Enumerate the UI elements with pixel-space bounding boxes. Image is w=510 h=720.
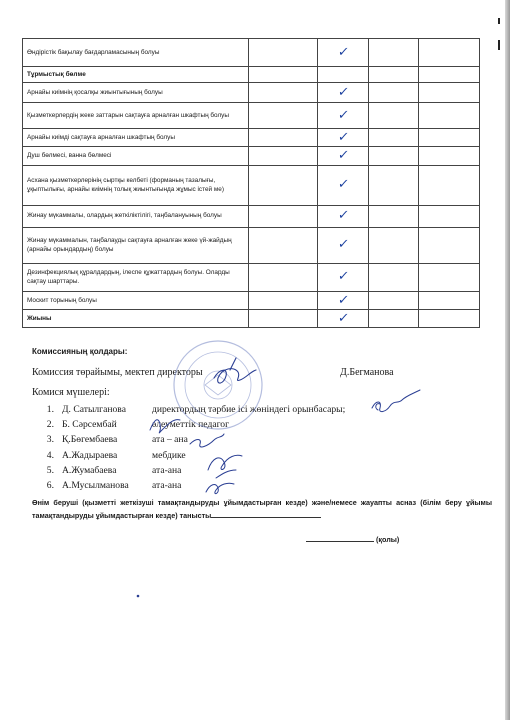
empty-cell: [418, 129, 479, 147]
member-name: А.Жумабаева: [62, 464, 117, 476]
checkmark-icon: ✓: [336, 107, 350, 123]
empty-cell: [249, 67, 318, 83]
check-cell: [318, 263, 369, 291]
row-label: Жинау мүкаммалын, таңбалауды сақтауға арналған жеке үй-жайдың (арнайы орындардың) болуы: [23, 227, 249, 263]
empty-cell: [418, 291, 479, 309]
empty-cell: [369, 309, 419, 327]
empty-cell: [418, 205, 479, 227]
empty-cell: [249, 205, 318, 227]
member-number: 6.: [46, 480, 54, 492]
checklist-row: [23, 263, 480, 291]
checklist-row: [23, 291, 480, 309]
member-role: әлеуметтік педагог: [152, 419, 230, 431]
members-title: Комися мүшелері:: [32, 387, 110, 398]
member-name: А.Мусылманова: [62, 480, 129, 492]
checklist-row: [23, 227, 480, 263]
member-item: [32, 463, 345, 478]
members-list: [32, 402, 345, 493]
checkmark-icon: ✓: [336, 237, 350, 253]
empty-cell: [249, 227, 318, 263]
ink-speck: [137, 595, 140, 598]
member-item: [32, 478, 345, 493]
checklist-row: [23, 147, 480, 165]
row-label: Жинау мүкаммалы, олардың жеткіліктілігі, таңбалануының болуы: [23, 205, 249, 227]
checkmark-icon: ✓: [336, 208, 350, 224]
check-cell: [318, 39, 369, 67]
member-item: [32, 402, 345, 417]
page-edge-shadow: [505, 0, 510, 720]
edge-mark: [498, 18, 500, 24]
member-name: Қ.Бөгембаева: [62, 434, 118, 446]
empty-cell: [249, 165, 318, 205]
checkmark-icon: ✓: [336, 84, 350, 100]
member-role: директордың тәрбие ісі жөніндегі орынбасары;: [152, 404, 346, 416]
check-cell: [318, 291, 369, 309]
handwritten-signature-member-1: [372, 390, 420, 412]
empty-cell: [249, 83, 318, 103]
note-text: Өнім беруші (қызметті жеткізуші тамақтандыруды ұйымдастырған кезде) және/немесе жауапты асназ (білім беру ұйымы тамақтандыруды ұйымдастырған кезде) танысты: [32, 498, 492, 520]
checklist-body: [23, 39, 480, 328]
checklist-row: [23, 205, 480, 227]
empty-cell: [369, 147, 419, 165]
checklist-row: [23, 129, 480, 147]
empty-cell: [369, 83, 419, 103]
edge-mark: [498, 40, 500, 50]
chair-name: Д.Бегманова: [340, 367, 394, 378]
check-cell: [318, 205, 369, 227]
empty-cell: [418, 165, 479, 205]
handwritten-signature-chair: [214, 358, 256, 383]
member-item: [32, 432, 345, 447]
checklist-row: [23, 39, 480, 67]
empty-cell: [369, 129, 419, 147]
empty-cell: [418, 309, 479, 327]
empty-cell: [418, 83, 479, 103]
member-number: 5.: [46, 464, 54, 476]
member-item: [32, 448, 345, 463]
check-cell: [318, 165, 369, 205]
empty-cell: [418, 67, 479, 83]
empty-cell: [249, 103, 318, 129]
member-number: 2.: [46, 419, 54, 431]
member-role: ата – ана: [152, 434, 188, 446]
empty-cell: [249, 309, 318, 327]
member-role: мебдике: [152, 449, 186, 461]
section-row: [23, 67, 480, 83]
empty-cell: [249, 263, 318, 291]
check-cell: [318, 67, 369, 83]
empty-cell: [249, 147, 318, 165]
row-label: Қызметкерлердің жеке заттарын сақтауға арналған шкафтың болуы: [23, 103, 249, 129]
checklist-row: [23, 165, 480, 205]
empty-cell: [249, 129, 318, 147]
empty-cell: [369, 227, 419, 263]
empty-cell: [249, 291, 318, 309]
commission-title: Комиссияның қолдары:: [32, 347, 128, 356]
empty-cell: [418, 263, 479, 291]
row-label: Москит торының болуы: [23, 291, 249, 309]
empty-cell: [369, 205, 419, 227]
row-label: Жиыны: [23, 309, 249, 327]
total-row: [23, 309, 480, 327]
empty-cell: [418, 103, 479, 129]
member-name: Д. Сатылганова: [62, 404, 126, 416]
checkmark-icon: ✓: [336, 292, 350, 308]
checkmark-icon: ✓: [336, 44, 350, 60]
check-cell: [318, 309, 369, 327]
member-item: [32, 417, 345, 432]
checkmark-icon: ✓: [336, 310, 350, 326]
empty-cell: [249, 39, 318, 67]
row-label: Арнайы киімнің қосалқы жиынтығының болуы: [23, 83, 249, 103]
signature-line: [306, 533, 399, 544]
checklist-row: [23, 83, 480, 103]
empty-cell: [369, 39, 419, 67]
empty-cell: [369, 67, 419, 83]
row-label: Тұрмыстық бөлме: [23, 67, 249, 83]
acknowledgement-note: [32, 497, 492, 521]
check-cell: [318, 227, 369, 263]
note-blank-line: [211, 509, 321, 518]
member-name: Б. Сәрсембай: [62, 419, 117, 431]
checkmark-icon: ✓: [336, 130, 350, 145]
check-cell: [318, 129, 369, 147]
empty-cell: [369, 263, 419, 291]
signature-label: (қолы): [376, 535, 400, 544]
checkmark-icon: ✓: [336, 269, 350, 285]
row-label: Арнайы киімді сақтауға арналған шкафтың болуы: [23, 129, 249, 147]
member-number: 3.: [46, 434, 54, 446]
checkmark-icon: ✓: [336, 148, 350, 164]
member-role: ата-ана: [152, 480, 182, 492]
chair-label: Комиссия төрайымы, мектеп директоры: [32, 367, 203, 378]
member-number: 1.: [46, 404, 54, 416]
empty-cell: [418, 227, 479, 263]
empty-cell: [369, 165, 419, 205]
row-label: Өндірістік бақылау бағдарламасының болуы: [23, 39, 249, 67]
check-cell: [318, 103, 369, 129]
empty-cell: [369, 103, 419, 129]
checklist-row: [23, 103, 480, 129]
row-label: Душ бөлмесі, ванна бөлмесі: [23, 147, 249, 165]
checklist-table: [22, 38, 480, 328]
checkmark-icon: ✓: [336, 177, 350, 193]
signature-blank: [306, 533, 374, 542]
row-label: Асхана қызметкерлерінің сыртқы келбеті (форманың тазалығы, ұқыптылығы, арнайы киімнің толық жиынтығында жұмыс істей ме): [23, 165, 249, 205]
row-label: Дезинфекциялық құралдардың, ілеспе құжаттардың болуы. Оларды сақтау шарттары.: [23, 263, 249, 291]
empty-cell: [418, 147, 479, 165]
empty-cell: [418, 39, 479, 67]
check-cell: [318, 147, 369, 165]
check-cell: [318, 83, 369, 103]
member-role: ата-ана: [152, 464, 182, 476]
empty-cell: [369, 291, 419, 309]
member-number: 4.: [46, 449, 54, 461]
member-name: А.Жадыраева: [62, 449, 118, 461]
